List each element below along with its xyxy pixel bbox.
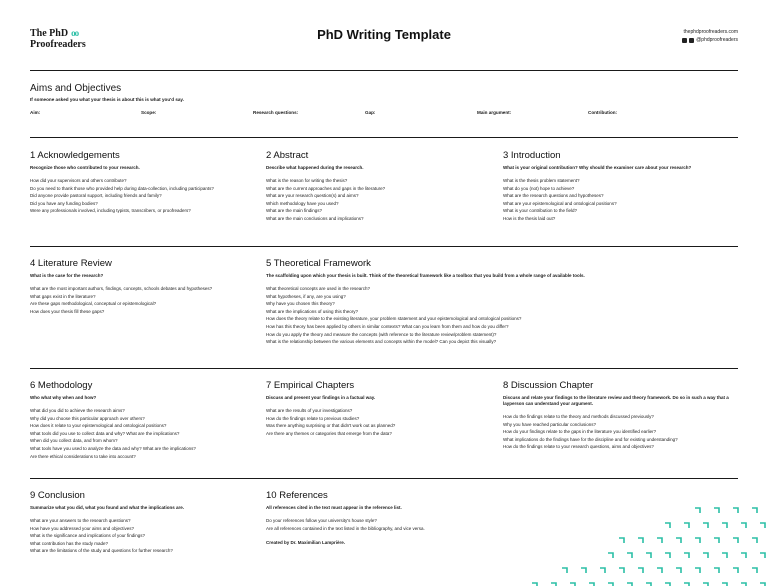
divider [30, 137, 738, 138]
question-item: How do the findings relate to the theory and methods discussed previously? [503, 414, 654, 419]
aims-fields [30, 110, 738, 118]
accent-mark [714, 508, 719, 513]
aims-field-scope: Scope: [141, 110, 157, 115]
divider [30, 70, 738, 71]
document-title: PhD Writing Template [317, 27, 451, 42]
accent-mark [676, 538, 681, 543]
section-subtitle: The scaffolding upon which your thesis is built. Think of the theoretical framework like a toolbox that you build from a whole range of available tools. [266, 273, 585, 278]
question-item: Did you have any funding bodies? [30, 200, 98, 206]
section-acknowledgements [30, 150, 260, 215]
section-title: 3 Introduction [503, 150, 561, 161]
question-item: When did you collect data, and from whom? [30, 438, 118, 444]
section-subtitle: What is the case for the research? [30, 273, 104, 278]
accent-mark [684, 553, 689, 558]
divider [30, 368, 738, 369]
question-item: Were any professionals involved, including typists, transcribers, or proofreaders? [30, 208, 191, 214]
question-item: What are the most important authors, findings, concepts, schools debates and hypotheses? [30, 286, 213, 291]
question-item: What did you did to achieve the research aims? [30, 408, 125, 413]
aims-subtitle: If someone asked you what your thesis is about this is what you'd say. [30, 97, 184, 102]
question-item: What gaps exist in the literature? [30, 293, 96, 299]
question-item: Did anyone provide pastoral support, including friends and family? [30, 193, 162, 199]
section-title: 6 Methodology [30, 380, 93, 391]
accent-mark [684, 523, 689, 528]
aims-field-contribution: Contribution: [588, 110, 618, 115]
question-item: Why you have reached particular conclusions? [503, 421, 597, 427]
accent-mark [714, 568, 719, 573]
accent-mark [619, 538, 624, 543]
accent-mark [760, 523, 765, 528]
accent-mark [581, 568, 586, 573]
accent-mark [752, 568, 757, 573]
aims-field-main-argument: Main argument: [477, 110, 512, 115]
aims-field-gap: Gap: [365, 110, 376, 115]
question-item: What is your contribution to the field? [503, 208, 578, 214]
accent-mark [695, 508, 700, 513]
section-subtitle: Who what why when and how? [30, 395, 97, 400]
question-item: Why did you choose this particular approach over others? [30, 415, 145, 421]
question-item: What tools did you use to collect data and why? What are the implications? [30, 430, 180, 436]
accent-mark [752, 538, 757, 543]
aims-field-aim: Aim: [30, 110, 41, 115]
section-abstract [266, 150, 496, 223]
question-item: What contribution has the study made? [30, 540, 109, 546]
question-list [30, 177, 260, 215]
accent-mark [665, 523, 670, 528]
divider [30, 478, 738, 479]
section-methodology [30, 380, 260, 460]
question-item: How does it relate to your epistemological and ontological positions? [30, 423, 167, 429]
question-item: How does the theory relate to the existing literature, your problem statement and your epistemological and ontological positions? [266, 316, 522, 322]
section-subtitle: Summarize what you did, what you found and what the implications are. [30, 505, 185, 510]
section-introduction [503, 150, 733, 223]
accent-mark [760, 553, 765, 558]
question-item: What are the research questions and hypotheses? [503, 193, 604, 199]
accent-mark [646, 553, 651, 558]
social-row [682, 36, 738, 44]
accent-mark [714, 538, 719, 543]
decorative-pattern [510, 500, 768, 586]
question-item: Was there anything surprising or that didn't work out as planned? [266, 423, 396, 429]
question-list [30, 285, 260, 315]
twitter-icon[interactable] [689, 38, 694, 43]
contact-block [682, 28, 738, 44]
glasses-icon: oo [71, 28, 79, 38]
accent-mark [657, 568, 662, 573]
section-title: 1 Acknowledgements [30, 150, 120, 161]
accent-mark [695, 568, 700, 573]
question-item: How do the findings relate to your research questions, aims and objectives? [503, 444, 654, 450]
section-subtitle: Recognize those who contributed to your research. [30, 165, 140, 170]
section-subtitle: Describe what happened during the research. [266, 165, 364, 170]
question-item: What are the implications of using this theory? [266, 308, 359, 314]
question-item: What is the significance and implications of your findings? [30, 533, 146, 539]
accent-mark [665, 553, 670, 558]
question-item: What are the limitations of the study and questions for further research? [30, 548, 173, 554]
logo-line-1: The PhD [30, 28, 69, 39]
question-list [266, 177, 496, 223]
section-discussion-chapter [503, 380, 733, 451]
section-subtitle: What is your original contribution? Why should the examiner care about your research? [503, 165, 692, 170]
accent-mark [562, 568, 567, 573]
question-list [30, 517, 260, 555]
accent-mark [608, 553, 613, 558]
accent-mark [638, 568, 643, 573]
section-subtitle: All references cited in the text must appear in the reference list. [266, 505, 402, 510]
section-title: 10 References [266, 490, 328, 501]
question-list [503, 413, 733, 451]
question-item: How did your supervisors and others contribute? [30, 178, 127, 183]
question-item: What do you (not) hope to achieve? [503, 185, 575, 191]
question-item: How do the findings relate to previous studies? [266, 415, 360, 421]
aims-field-research-questions: Research questions: [253, 110, 299, 115]
question-item: Are there any themes or categories that emerge from the data? [266, 430, 392, 436]
question-item: How do your findings relate to the gaps in the literature you identified earlier? [503, 429, 657, 435]
accent-mark [722, 553, 727, 558]
question-item: What is the thesis problem statement? [503, 178, 580, 183]
question-item: What implications do the findings have for the discipline and for existing understanding? [503, 436, 678, 442]
question-item: How is the thesis laid out? [503, 215, 556, 221]
accent-mark [741, 553, 746, 558]
question-item: Why have you chosen this theory? [266, 301, 335, 307]
social-handle[interactable]: @phdproofreaders [696, 37, 738, 43]
question-item: What are your research question(s) and aims? [266, 193, 359, 199]
question-item: Do you need to thank those who provided help during data-collection, including participants? [30, 185, 214, 191]
question-item: What tools have you used to analyze the data and why? What are the implications? [30, 445, 196, 451]
divider [30, 246, 738, 247]
question-list [266, 285, 706, 346]
section-title: 2 Abstract [266, 150, 309, 161]
section-title: 9 Conclusion [30, 490, 85, 501]
question-item: What hypotheses, if any, are you using? [266, 293, 346, 299]
section-title: 8 Discussion Chapter [503, 380, 594, 391]
section-title: 7 Empirical Chapters [266, 380, 355, 391]
accent-mark [703, 523, 708, 528]
question-item: What are your epistemological and ontological positions? [503, 200, 617, 206]
question-list [266, 407, 496, 437]
section-subtitle: Discuss and present your findings in a factual way. [266, 395, 376, 400]
question-item: What are your answers to the research questions? [30, 518, 131, 523]
accent-mark [657, 538, 662, 543]
accent-mark [627, 553, 632, 558]
section-empirical-chapters [266, 380, 496, 437]
website-link[interactable]: thephdproofreaders.com [683, 29, 738, 35]
logo-line-2: Proofreaders [30, 39, 86, 50]
accent-mark [638, 538, 643, 543]
question-item: What is the relationship between the various elements and concepts within the model? Can you depict this visually? [266, 339, 497, 345]
question-item: What is the reason for writing the thesis? [266, 178, 348, 183]
section-title: 5 Theoretical Framework [266, 258, 371, 269]
section-title: 4 Literature Review [30, 258, 112, 269]
question-item: Which methodology have you used? [266, 200, 339, 206]
aims-title: Aims and Objectives [30, 83, 122, 94]
question-item: How have you addressed your aims and objectives? [30, 525, 135, 531]
question-item: How has this theory has been applied by others in similar contexts? What can you learn from them and how do you differ? [266, 323, 509, 329]
question-item: What theoretical concepts are used in the research? [266, 286, 371, 291]
accent-mark [676, 568, 681, 573]
accent-mark [733, 568, 738, 573]
section-subtitle: Discuss and relate your findings to the literature review and theory framework. Do so in such a way that a layperson can understand your argument. [503, 395, 729, 406]
question-item: What are the results of your investigations? [266, 408, 353, 413]
accent-mark [722, 523, 727, 528]
accent-mark [752, 508, 757, 513]
question-item: Are there ethical considerations to take into account? [30, 453, 136, 459]
section-literature-review [30, 258, 260, 315]
question-item: Are all references contained in the text listed in the bibliography, and vice versa. [266, 525, 425, 531]
question-item: How does your thesis fill these gaps? [30, 308, 105, 314]
question-list [30, 407, 260, 460]
accent-mark [619, 568, 624, 573]
section-references [266, 490, 496, 545]
question-item: Are these gaps methodological, conceptual or epistemological? [30, 301, 157, 307]
question-item: What are the main conclusions and implications? [266, 215, 364, 221]
question-item: How do you apply the theory and measure the concepts (with reference to the literature review/problem statement)? [266, 331, 497, 337]
question-list [266, 517, 496, 532]
accent-mark [695, 538, 700, 543]
credit-line: Created by Dr. Maximilian Lamprière. [266, 540, 346, 546]
question-item: What are the main findings? [266, 208, 323, 214]
question-item: What are the current approaches and gaps in the literature? [266, 185, 386, 191]
section-theoretical-framework [266, 258, 706, 346]
question-list [503, 177, 733, 223]
accent-mark [600, 568, 605, 573]
section-conclusion [30, 490, 260, 555]
accent-mark [741, 523, 746, 528]
accent-mark [703, 553, 708, 558]
accent-mark [733, 508, 738, 513]
facebook-icon[interactable] [682, 38, 687, 43]
question-item: Do your references follow your university's house style? [266, 518, 377, 523]
accent-mark [733, 538, 738, 543]
